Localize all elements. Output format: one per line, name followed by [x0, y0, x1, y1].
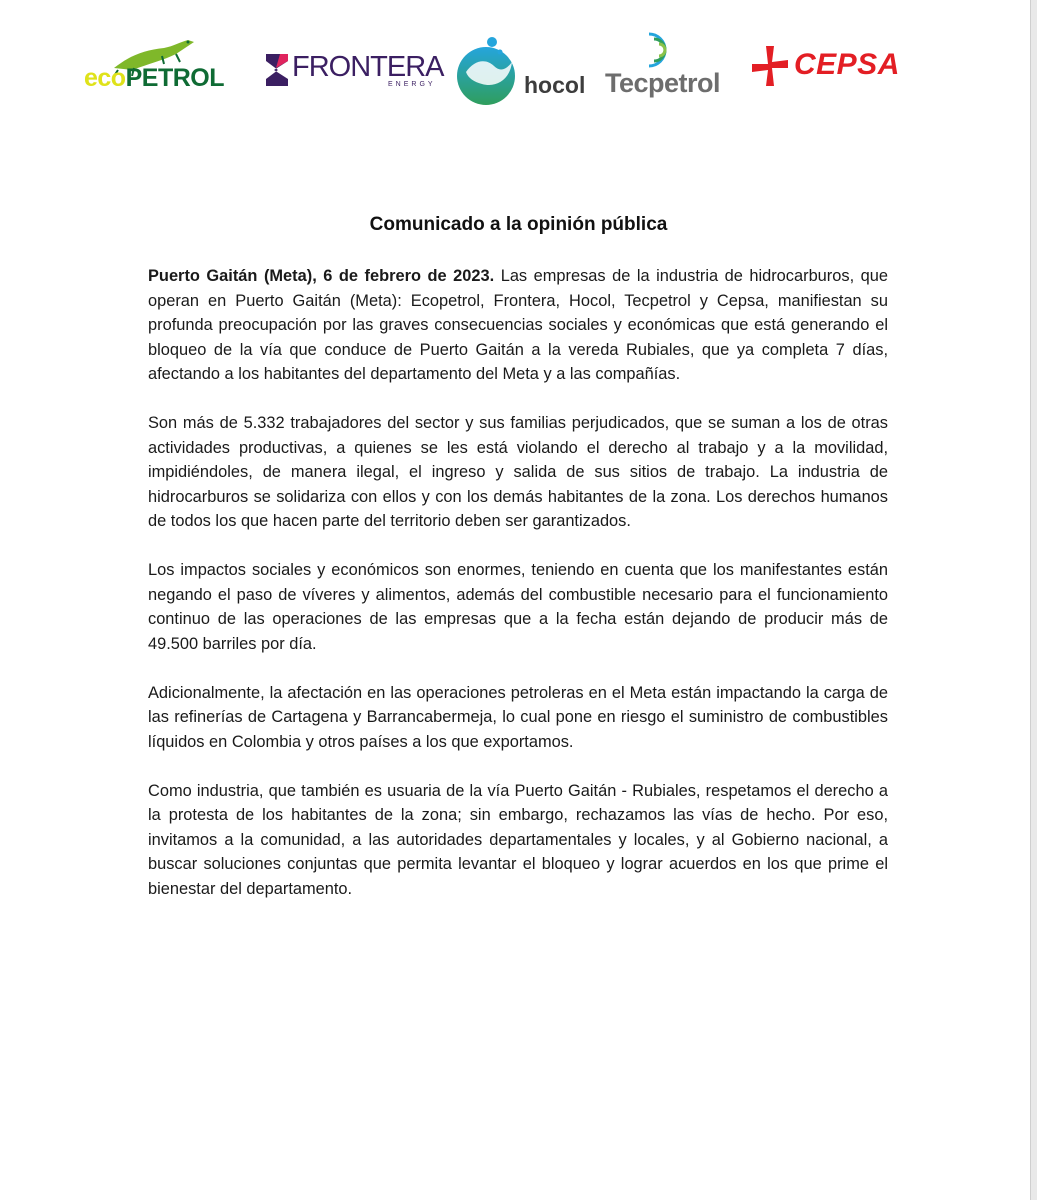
ecopetrol-wordmark: ecoPETROL [84, 64, 224, 92]
hocol-logo [456, 32, 586, 108]
frontera-subtitle: ENERGY [388, 81, 436, 88]
paragraph-5: Como industria, que también es usuaria de la vía Puerto Gaitán - Rubiales, respetamos el derecho a la protesta de los habitantes de la zona; sin embargo, rechazamos las vías de hecho. Por eso, invitamos a la comunidad, a las autoridades departamentales y locales, y al Gobierno nacional, a buscar soluciones conjuntas que permita levantar el bloqueo y lograr acuerdos en los que prime el bienestar del departamento. [148, 781, 888, 898]
frontera-mark-icon [262, 50, 292, 90]
tecpetrol-logo [605, 30, 730, 100]
dateline: Puerto Gaitán (Meta), 6 de febrero de 2023. [148, 267, 495, 285]
paragraph-2: Son más de 5.332 trabajadores del sector y sus familias perjudicados, que se suman a los de otras actividades productivas, a quienes se les está violando el derecho al trabajo y a la movilidad, impidiéndoles, de manera ilegal, el ingreso y salida de sus sitios de trabajo. La industria de hidrocarburos se solidariza con ellos y con los demás habitantes de la zona. Los derechos humanos de todos los que hacen parte del territorio deben ser garantizados. [148, 414, 888, 530]
cepsa-logo [748, 44, 913, 90]
paragraph-1 [148, 264, 888, 387]
tecpetrol-wordmark: Tecpetrol [605, 68, 721, 98]
cepsa-mark-icon [748, 44, 792, 88]
paragraph-1-text: Las empresas de la industria de hidrocarburos, que operan en Puerto Gaitán (Meta): Ecopetrol, Frontera, Hocol, Tecpetrol y Cepsa, manifiestan su profunda preocupación por las graves consecuencias sociales y económicas que está generando el bloqueo de la vía que conduce de Puerto Gaitán a la vereda Rubiales, que ya completa 7 días, afectando a los habitantes del departamento del Meta y a las compañías. [148, 267, 888, 383]
logo-header [0, 0, 1030, 130]
tecpetrol-arc-icon [641, 30, 691, 70]
paragraph-3: Los impactos sociales y económicos son enormes, teniendo en cuenta que los manifestantes están negando el paso de víveres y alimentos, además del combustible necesario para el funcionamiento continuo de las operaciones de las empresas que a la fecha están dejando de producir más de 49.500 barriles por día. [148, 561, 888, 653]
frontera-wordmark: FRONTERA [292, 51, 444, 83]
hocol-wordmark: hocol [524, 72, 586, 98]
hocol-drop-icon [456, 32, 522, 108]
frontera-logo [262, 48, 442, 94]
document-title: Comunicado a la opinión pública [369, 214, 668, 235]
ecopetrol-logo [84, 36, 248, 96]
document-body [148, 264, 888, 926]
cepsa-wordmark: CEPSA [794, 48, 900, 81]
paragraph-4: Adicionalmente, la afectación en las operaciones petroleras en el Meta están impactando la carga de las refinerías de Cartagena y Barrancabermeja, lo cual pone en riesgo el suministro de combustibles líquidos en Colombia y otros países a los que exportamos. [148, 683, 888, 751]
